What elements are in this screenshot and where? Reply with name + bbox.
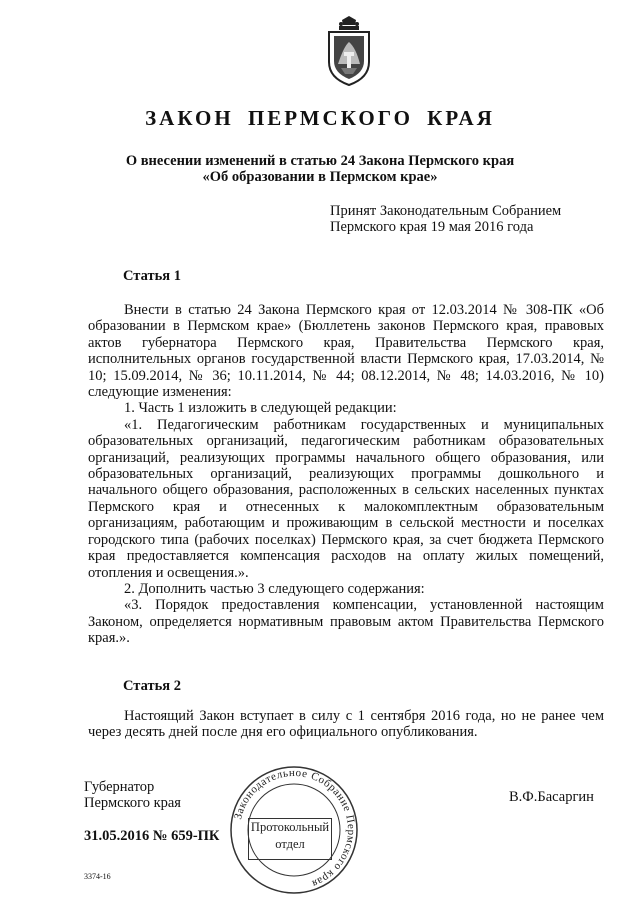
paragraph: Внести в статью 24 Закона Пермского края от 12.03.2014 № 308-ПК «Об образовании в Пермском крае» (Бюллетень законов Пермского края, правовых актов губернатора Пермского края, Правительства Пермского края, исполнительных органов государственной власти Пермского края, 17.03.2014, № 10; 15.09.2014, № 36; 10.11.2014, № 44; 08.12.2014, № 48; 14.03.2016, № 10) следующие изменения: [88, 302, 604, 401]
governor-title-line: Губернатор [84, 779, 155, 795]
article-2-body [88, 708, 604, 741]
adoption-line: Принят Законодательным Собранием [330, 203, 562, 219]
subtitle-line: «Об образовании в Пермском крае» [202, 169, 438, 185]
registration-number: 3374-16 [84, 872, 111, 881]
signer-name: В.Ф.Басаргин [509, 789, 594, 805]
stamp-box-line: отдел [275, 837, 305, 851]
article-2-heading: Статья 2 [123, 678, 181, 694]
date-and-number: 31.05.2016 № 659-ПК [84, 828, 220, 844]
paragraph: «3. Порядок предоставления компенсации, установленной настоящим Законом, определяется нормативным правовым актом Правительства Пермского края.». [88, 597, 604, 647]
governor-title [84, 779, 181, 811]
stamp-ring-text: Законодательное Собрание Пермского края [232, 766, 358, 890]
adoption-line: Пермского края 19 мая 2016 года [330, 219, 534, 235]
coat-of-arms-icon [326, 16, 372, 86]
paragraph: Настоящий Закон вступает в силу с 1 сентября 2016 года, но не ранее чем через десять дней после дня его официального опубликования. [88, 708, 604, 741]
paragraph: «1. Педагогическим работникам государственных и муниципальных образовательных организаций, педагогическим работникам образовательных организаций, реализующих программы начального общего образования, или образовательных организаций, реализующих программы дошкольного и начального общего образования, расположенных в сельских населенных пунктах Пермского края и отнесенных к малокомплектным образовательным организациям, работающим и проживающим в сельской местности и поселках городского типа (рабочих поселках) Пермского края, за счет бюджета Пермского края предоставляется компенсация расходов на оплату жилых помещений, отопления и освещения.». [88, 416, 604, 581]
stamp-box [248, 818, 332, 860]
governor-title-line: Пермского края [84, 795, 181, 811]
subtitle-line: О внесении изменений в статью 24 Закона Пермского края [125, 153, 515, 169]
stamp-box-line: Протокольный [250, 820, 330, 834]
paragraph: 2. Дополнить частью 3 следующего содержания: [124, 580, 425, 597]
law-title: ЗАКОН ПЕРМСКОГО КРАЯ [145, 106, 495, 130]
article-1-body [88, 302, 604, 647]
article-1-heading: Статья 1 [123, 268, 181, 284]
law-subtitle [0, 153, 640, 185]
adoption-note [330, 203, 561, 235]
paragraph: 1. Часть 1 изложить в следующей редакции: [124, 400, 397, 417]
